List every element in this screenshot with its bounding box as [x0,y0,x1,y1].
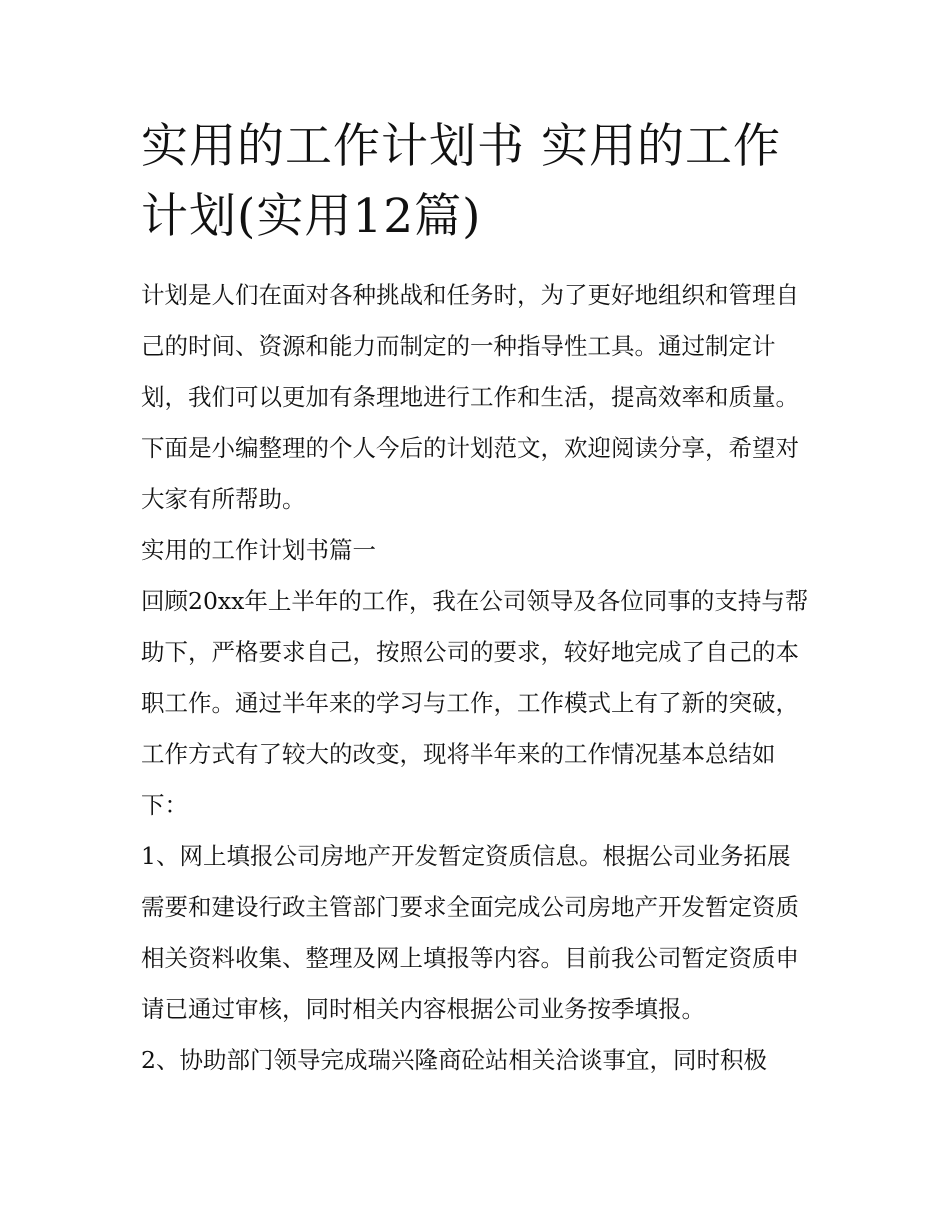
document-title: 实用的工作计划书 实用的工作计划(实用12篇) [141,119,781,244]
document-body [141,270,813,1086]
document-page [141,112,813,1086]
list-item: 1、网上填报公司房地产开发暂定资质信息。根据公司业务拓展需要和建设行政主管部门要求全面完成公司房地产开发暂定资质相关资料收集、整理及网上填报等内容。目前我公司暂定资质申请已通过审核，同时相关内容根据公司业务按季填报。 [141,842,799,1023]
section-heading: 实用的工作计划书篇一 [141,536,376,564]
list-item: 2、协助部门领导完成瑞兴隆商砼站相关洽谈事宜，同时积极 [141,1046,767,1074]
body-paragraph: 回顾20xx年上半年的工作，我在公司领导及各位同事的支持与帮助下，严格要求自己，按照公司的要求，较好地完成了自己的本职工作。通过半年来的学习与工作，工作模式上有了新的突破，工作方式有了较大的改变，现将半年来的工作情况基本总结如下： [141,587,809,819]
intro-paragraph: 计划是人们在面对各种挑战和任务时，为了更好地组织和管理自己的时间、资源和能力而制定的一种指导性工具。通过制定计划，我们可以更加有条理地进行工作和生活，提高效率和质量。下面是小编整理的个人今后的计划范文，欢迎阅读分享，希望对大家有所帮助。 [141,281,799,513]
